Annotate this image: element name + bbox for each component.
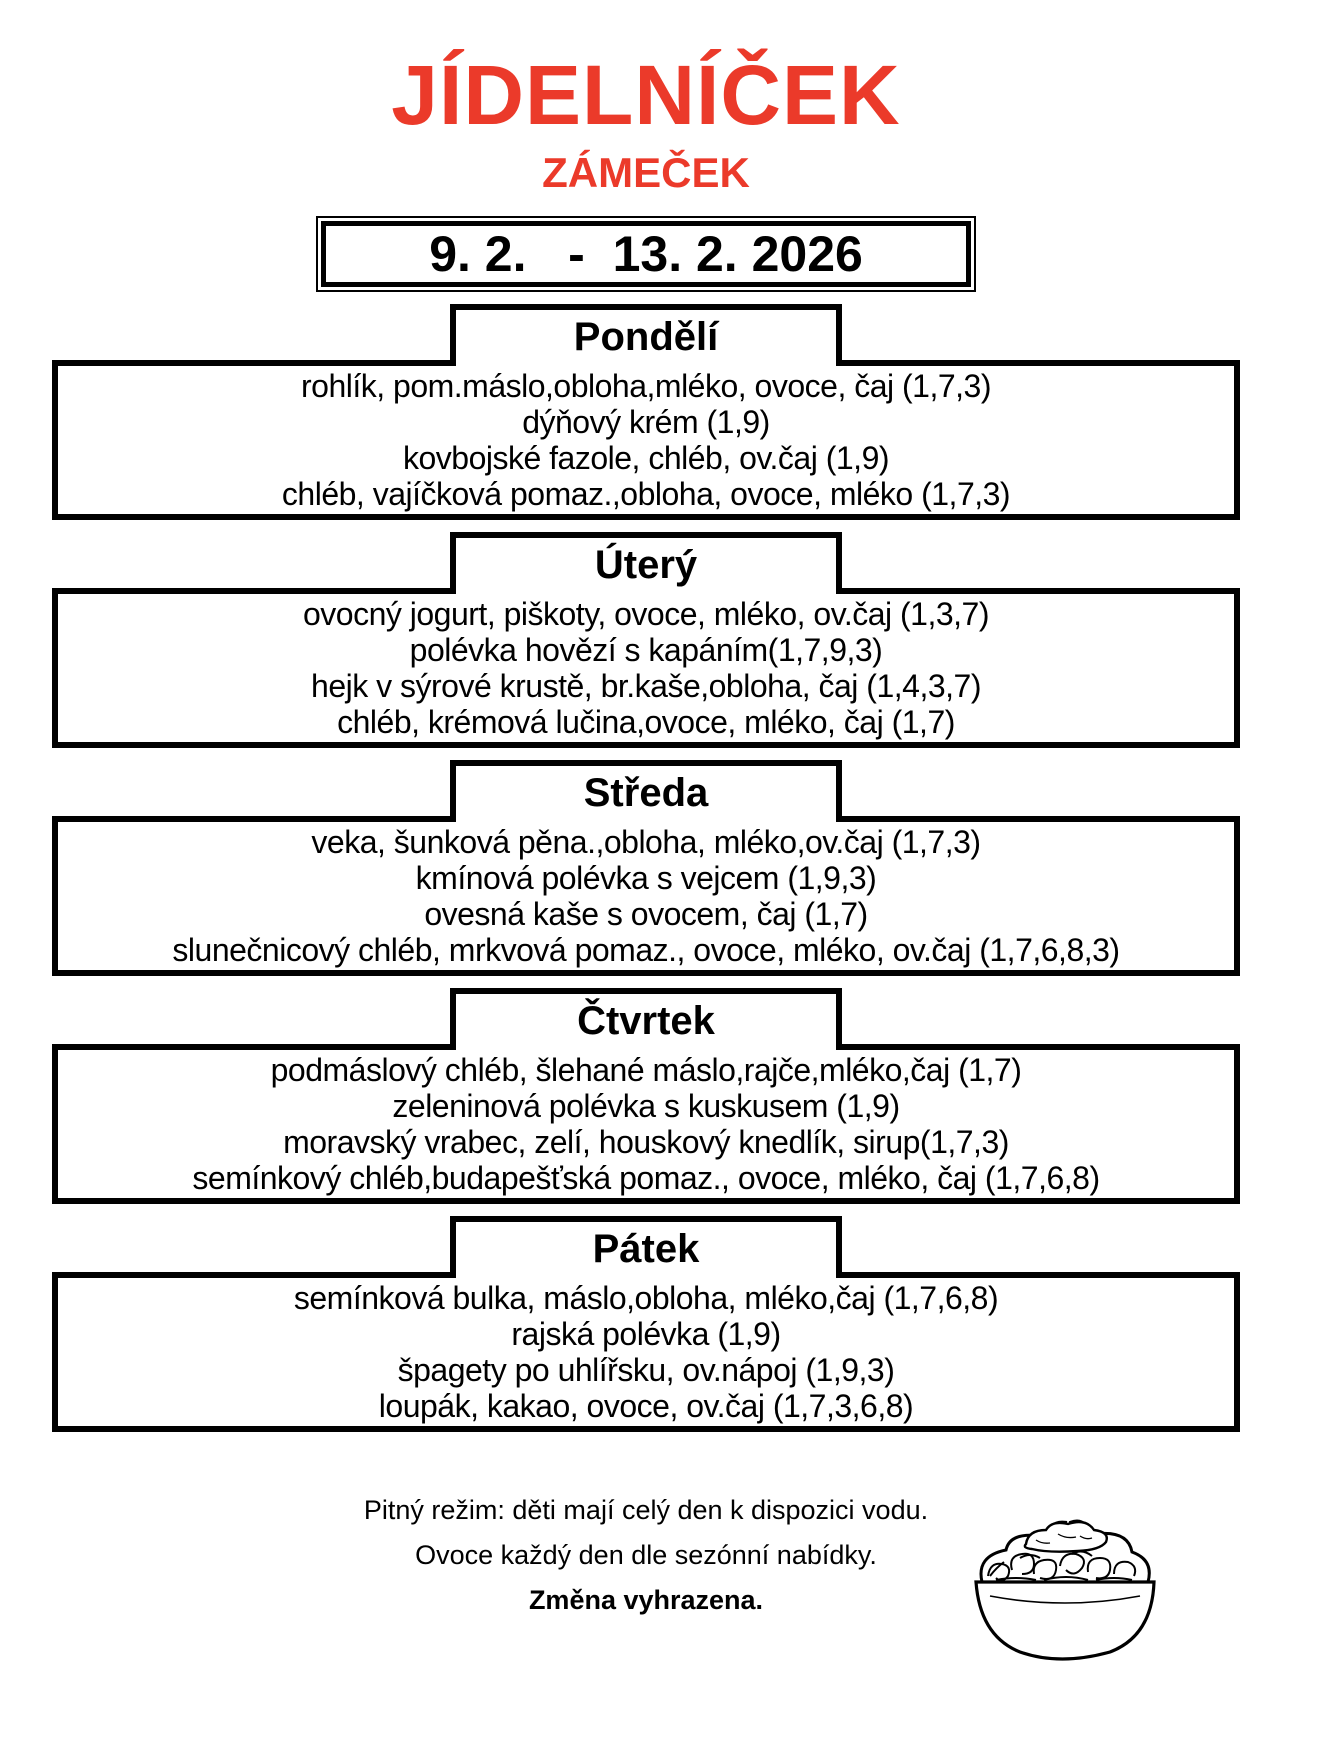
menu-item: ovesná kaše s ovocem, čaj (1,7) xyxy=(424,896,868,932)
day-box-wednesday xyxy=(52,816,1240,976)
page-subtitle: ZÁMEČEK xyxy=(542,149,750,196)
menu-item: kovbojské fazole, chléb, ov.čaj (1,9) xyxy=(402,440,890,476)
menu-item: rohlík, pom.máslo,obloha,mléko, ovoce, čaj (1,7,3) xyxy=(301,368,991,404)
menu-item: semínková bulka, máslo,obloha, mléko,čaj (1,7,6,8) xyxy=(293,1280,999,1316)
menu-item: slunečnicový chléb, mrkvová pomaz., ovoce, mléko, ov.čaj (1,7,6,8,3) xyxy=(172,932,1120,968)
day-header-monday xyxy=(450,304,842,366)
footer-note-changes: Změna vyhrazena. xyxy=(528,1585,764,1615)
day-box-tuesday xyxy=(52,588,1240,748)
day-name: Pondělí xyxy=(573,315,719,359)
menu-item: kmínová polévka s vejcem (1,9,3) xyxy=(415,860,877,896)
menu-item: zeleninová polévka s kuskusem (1,9) xyxy=(392,1088,900,1124)
date-range: 9. 2. - 13. 2. 2026 xyxy=(429,226,863,282)
menu-item: semínkový chléb,budapešťská pomaz., ovoce, mléko, čaj (1,7,6,8) xyxy=(192,1160,1100,1196)
day-name: Středa xyxy=(583,771,709,815)
day-box-thursday xyxy=(52,1044,1240,1204)
menu-item: loupák, kakao, ovoce, ov.čaj (1,7,3,6,8) xyxy=(378,1388,914,1424)
day-name: Pátek xyxy=(592,1227,700,1271)
date-range-box xyxy=(316,216,976,292)
day-header-friday xyxy=(450,1216,842,1278)
day-header-thursday xyxy=(450,988,842,1050)
menu-content-column xyxy=(52,0,1240,1623)
footer-note-fruit: Ovoce každý den dle sezónní nabídky. xyxy=(415,1540,877,1570)
menu-item: chléb, krémová lučina,ovoce, mléko, čaj (1,7) xyxy=(337,704,955,740)
day-header-tuesday xyxy=(450,532,842,594)
spaghetti-bowl-illustration xyxy=(960,1518,1170,1680)
day-box-friday xyxy=(52,1272,1240,1432)
menu-item: podmáslový chléb, šlehané máslo,rajče,mléko,čaj (1,7) xyxy=(270,1052,1022,1088)
day-header-wednesday xyxy=(450,760,842,822)
menu-item: hejk v sýrové krustě, br.kaše,obloha, čaj (1,4,3,7) xyxy=(311,668,981,704)
menu-item: dýňový krém (1,9) xyxy=(522,404,770,440)
menu-item: ovocný jogurt, piškoty, ovoce, mléko, ov.čaj (1,3,7) xyxy=(302,596,989,632)
day-box-monday xyxy=(52,360,1240,520)
menu-item: chléb, vajíčková pomaz.,obloha, ovoce, mléko (1,7,3) xyxy=(281,476,1011,512)
date-range-box-inner xyxy=(321,221,971,287)
menu-item: moravský vrabec, zelí, houskový knedlík, sirup(1,7,3) xyxy=(283,1124,1009,1160)
day-name: Úterý xyxy=(594,543,698,587)
menu-item: rajská polévka (1,9) xyxy=(511,1316,781,1352)
page-title: JÍDELNÍČEK xyxy=(391,48,901,142)
day-name: Čtvrtek xyxy=(577,999,715,1043)
footer-note-drinking: Pitný režim: děti mají celý den k dispozici vodu. xyxy=(363,1495,929,1525)
menu-item: polévka hovězí s kapáním(1,7,9,3) xyxy=(409,632,883,668)
menu-item: veka, šunková pěna.,obloha, mléko,ov.čaj (1,7,3) xyxy=(311,824,981,860)
menu-item: špagety po uhlířsku, ov.nápoj (1,9,3) xyxy=(397,1352,895,1388)
